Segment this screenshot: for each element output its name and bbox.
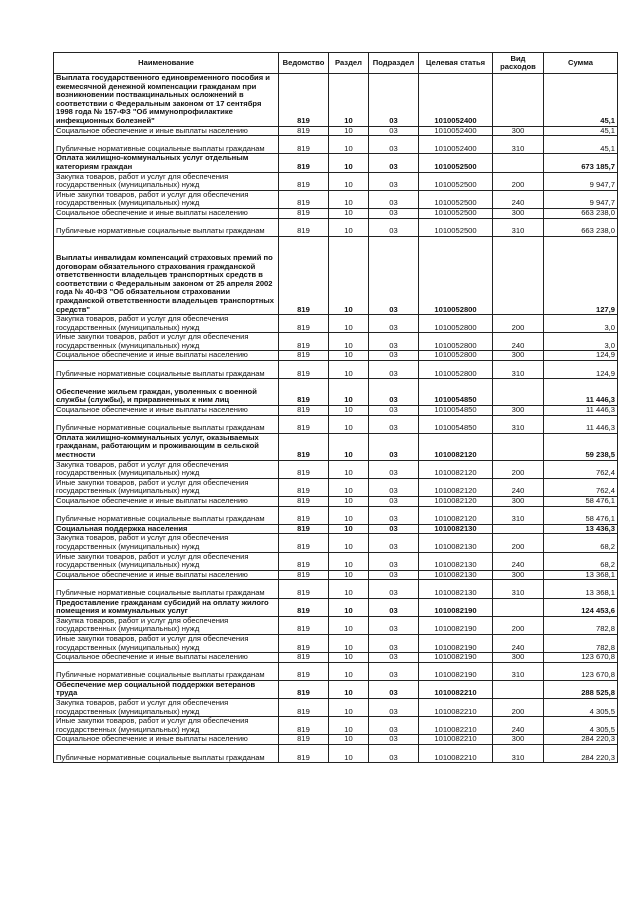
- table-cell-expense-type: 310: [493, 745, 544, 763]
- table-row: [54, 634, 618, 652]
- table-cell-department: 819: [279, 598, 329, 616]
- table-cell-expense-type: 300: [493, 126, 544, 136]
- table-cell-section: 10: [329, 634, 369, 652]
- table-cell-section: 10: [329, 172, 369, 190]
- table-cell-target-item: 1010082190: [419, 598, 493, 616]
- table-cell-section: 10: [329, 136, 369, 154]
- table-cell-department: 819: [279, 717, 329, 735]
- table-cell-subsection: 03: [369, 406, 419, 416]
- table-cell-name: Обеспечение мер социальной поддержки ветеранов труда: [54, 680, 279, 698]
- table-cell-expense-type: 240: [493, 634, 544, 652]
- table-cell-expense-type: [493, 433, 544, 460]
- table-cell-target-item: 1010052800: [419, 236, 493, 314]
- table-cell-amount: 127,9: [544, 236, 618, 314]
- table-cell-expense-type: [493, 379, 544, 406]
- table-cell-target-item: 1010052500: [419, 190, 493, 208]
- table-cell-subsection: 03: [369, 172, 419, 190]
- table-cell-subsection: 03: [369, 351, 419, 361]
- table-cell-name: Публичные нормативные социальные выплаты гражданам: [54, 218, 279, 236]
- table-cell-department: 819: [279, 172, 329, 190]
- table-cell-name: Иные закупки товаров, работ и услуг для обеспечения государственных (муниципальных) нужд: [54, 552, 279, 570]
- table-cell-subsection: 03: [369, 190, 419, 208]
- table-row: [54, 415, 618, 433]
- table-cell-target-item: 1010082190: [419, 653, 493, 663]
- table-cell-target-item: 1010082190: [419, 662, 493, 680]
- table-cell-section: 10: [329, 699, 369, 717]
- table-cell-target-item: 1010052800: [419, 361, 493, 379]
- table-cell-expense-type: [493, 154, 544, 172]
- table-cell-subsection: 03: [369, 570, 419, 580]
- table-cell-expense-type: 200: [493, 534, 544, 552]
- table-cell-amount: 45,1: [544, 74, 618, 127]
- table-cell-subsection: 03: [369, 680, 419, 698]
- table-cell-subsection: 03: [369, 616, 419, 634]
- table-row: [54, 406, 618, 416]
- table-cell-expense-type: 200: [493, 315, 544, 333]
- table-row: [54, 616, 618, 634]
- table-cell-name: Закупка товаров, работ и услуг для обеспечения государственных (муниципальных) нужд: [54, 315, 279, 333]
- table-cell-name: Обеспечение жильем граждан, уволенных с военной службы (службы), и приравненных к ним лиц: [54, 379, 279, 406]
- table-cell-expense-type: 310: [493, 218, 544, 236]
- table-cell-subsection: 03: [369, 433, 419, 460]
- table-cell-amount: 45,1: [544, 136, 618, 154]
- table-cell-name: Публичные нормативные социальные выплаты гражданам: [54, 580, 279, 598]
- table-row: [54, 172, 618, 190]
- table-cell-subsection: 03: [369, 218, 419, 236]
- table-cell-section: 10: [329, 433, 369, 460]
- table-cell-subsection: 03: [369, 524, 419, 534]
- table-cell-section: 10: [329, 351, 369, 361]
- table-cell-target-item: 1010054850: [419, 379, 493, 406]
- table-cell-expense-type: 300: [493, 208, 544, 218]
- table-cell-amount: 673 185,7: [544, 154, 618, 172]
- table-row: [54, 506, 618, 524]
- budget-table-page: [53, 52, 617, 763]
- table-cell-amount: 762,4: [544, 460, 618, 478]
- table-cell-name: Публичные нормативные социальные выплаты гражданам: [54, 745, 279, 763]
- table-cell-amount: 3,0: [544, 333, 618, 351]
- table-cell-name: Иные закупки товаров, работ и услуг для обеспечения государственных (муниципальных) нужд: [54, 190, 279, 208]
- table-header-row: [54, 53, 618, 74]
- table-cell-section: 10: [329, 208, 369, 218]
- table-cell-amount: 13 436,3: [544, 524, 618, 534]
- table-cell-amount: 124 453,6: [544, 598, 618, 616]
- table-cell-section: 10: [329, 315, 369, 333]
- table-cell-department: 819: [279, 580, 329, 598]
- table-cell-expense-type: 310: [493, 662, 544, 680]
- table-cell-name: Закупка товаров, работ и услуг для обеспечения государственных (муниципальных) нужд: [54, 534, 279, 552]
- table-cell-department: 819: [279, 315, 329, 333]
- table-cell-expense-type: 310: [493, 580, 544, 598]
- table-cell-subsection: 03: [369, 717, 419, 735]
- table-cell-target-item: 1010054850: [419, 406, 493, 416]
- table-row: [54, 699, 618, 717]
- table-cell-expense-type: 310: [493, 361, 544, 379]
- table-cell-department: 819: [279, 433, 329, 460]
- table-cell-expense-type: 310: [493, 506, 544, 524]
- table-cell-section: 10: [329, 580, 369, 598]
- table-cell-section: 10: [329, 478, 369, 496]
- table-cell-target-item: 1010052500: [419, 208, 493, 218]
- table-cell-target-item: 1010082120: [419, 478, 493, 496]
- table-cell-department: 819: [279, 208, 329, 218]
- header-expense-type: Вид расходов: [493, 53, 544, 74]
- table-cell-name: Публичные нормативные социальные выплаты гражданам: [54, 361, 279, 379]
- table-row: [54, 460, 618, 478]
- header-name: Наименование: [54, 53, 279, 74]
- table-row: [54, 218, 618, 236]
- table-row: [54, 351, 618, 361]
- table-cell-target-item: 1010082120: [419, 433, 493, 460]
- table-cell-expense-type: 240: [493, 478, 544, 496]
- header-amount: Сумма: [544, 53, 618, 74]
- table-cell-department: 819: [279, 218, 329, 236]
- table-cell-section: 10: [329, 680, 369, 698]
- table-cell-subsection: 03: [369, 208, 419, 218]
- table-cell-expense-type: 240: [493, 552, 544, 570]
- table-cell-subsection: 03: [369, 478, 419, 496]
- table-cell-expense-type: 300: [493, 351, 544, 361]
- table-row: [54, 662, 618, 680]
- table-cell-subsection: 03: [369, 653, 419, 663]
- table-row: [54, 433, 618, 460]
- table-cell-amount: 762,4: [544, 478, 618, 496]
- table-cell-amount: 11 446,3: [544, 415, 618, 433]
- table-cell-section: 10: [329, 570, 369, 580]
- table-cell-expense-type: [493, 236, 544, 314]
- table-cell-section: 10: [329, 460, 369, 478]
- table-cell-section: 10: [329, 361, 369, 379]
- table-cell-subsection: 03: [369, 126, 419, 136]
- table-row: [54, 497, 618, 507]
- table-cell-department: 819: [279, 460, 329, 478]
- table-cell-section: 10: [329, 74, 369, 127]
- table-cell-subsection: 03: [369, 361, 419, 379]
- table-cell-subsection: 03: [369, 333, 419, 351]
- table-cell-amount: 663 238,0: [544, 218, 618, 236]
- table-cell-name: Публичные нормативные социальные выплаты гражданам: [54, 662, 279, 680]
- table-cell-target-item: 1010052800: [419, 351, 493, 361]
- table-cell-department: 819: [279, 190, 329, 208]
- table-cell-subsection: 03: [369, 497, 419, 507]
- table-cell-department: 819: [279, 361, 329, 379]
- table-cell-department: 819: [279, 534, 329, 552]
- table-cell-section: 10: [329, 735, 369, 745]
- table-cell-section: 10: [329, 616, 369, 634]
- table-cell-department: 819: [279, 478, 329, 496]
- table-cell-expense-type: 300: [493, 406, 544, 416]
- table-cell-department: 819: [279, 524, 329, 534]
- table-cell-name: Иные закупки товаров, работ и услуг для обеспечения государственных (муниципальных) нужд: [54, 634, 279, 652]
- table-cell-target-item: 1010082210: [419, 745, 493, 763]
- table-cell-department: 819: [279, 634, 329, 652]
- table-row: [54, 154, 618, 172]
- table-cell-amount: 45,1: [544, 126, 618, 136]
- table-row: [54, 361, 618, 379]
- table-cell-subsection: 03: [369, 460, 419, 478]
- table-cell-name: Закупка товаров, работ и услуг для обеспечения государственных (муниципальных) нужд: [54, 460, 279, 478]
- table-cell-section: 10: [329, 236, 369, 314]
- table-cell-name: Выплаты инвалидам компенсаций страховых премий по договорам обязательного страхования гражданской ответственности владельцев транспортных средств в соответствии с Федеральным законом от 25 апреля 2002 года № 40-ФЗ "Об обязательном страховании гражданской ответственности владельцев транспортных средств": [54, 236, 279, 314]
- table-cell-amount: 58 476,1: [544, 506, 618, 524]
- table-cell-subsection: 03: [369, 662, 419, 680]
- table-cell-name: Иные закупки товаров, работ и услуг для обеспечения государственных (муниципальных) нужд: [54, 717, 279, 735]
- table-cell-section: 10: [329, 745, 369, 763]
- table-row: [54, 478, 618, 496]
- table-cell-name: Социальное обеспечение и иные выплаты населению: [54, 406, 279, 416]
- header-department: Ведомство: [279, 53, 329, 74]
- table-row: [54, 524, 618, 534]
- table-cell-target-item: 1010082210: [419, 735, 493, 745]
- table-cell-department: 819: [279, 735, 329, 745]
- table-cell-department: 819: [279, 351, 329, 361]
- table-cell-section: 10: [329, 126, 369, 136]
- table-cell-department: 819: [279, 699, 329, 717]
- table-cell-target-item: 1010052800: [419, 333, 493, 351]
- table-row: [54, 735, 618, 745]
- table-cell-name: Публичные нормативные социальные выплаты гражданам: [54, 136, 279, 154]
- header-section: Раздел: [329, 53, 369, 74]
- table-cell-department: 819: [279, 126, 329, 136]
- table-cell-subsection: 03: [369, 136, 419, 154]
- table-cell-expense-type: 310: [493, 136, 544, 154]
- table-cell-department: 819: [279, 680, 329, 698]
- table-row: [54, 598, 618, 616]
- table-cell-section: 10: [329, 524, 369, 534]
- table-cell-amount: 11 446,3: [544, 406, 618, 416]
- table-cell-amount: 782,8: [544, 634, 618, 652]
- table-cell-amount: 124,9: [544, 361, 618, 379]
- table-cell-target-item: 1010082120: [419, 506, 493, 524]
- table-row: [54, 74, 618, 127]
- table-cell-expense-type: 200: [493, 172, 544, 190]
- table-cell-name: Публичные нормативные социальные выплаты гражданам: [54, 506, 279, 524]
- table-cell-expense-type: 300: [493, 735, 544, 745]
- table-cell-name: Социальное обеспечение и иные выплаты населению: [54, 497, 279, 507]
- table-cell-name: Иные закупки товаров, работ и услуг для обеспечения государственных (муниципальных) нужд: [54, 478, 279, 496]
- table-cell-department: 819: [279, 497, 329, 507]
- table-cell-amount: 59 238,5: [544, 433, 618, 460]
- table-cell-amount: 4 305,5: [544, 717, 618, 735]
- table-cell-department: 819: [279, 616, 329, 634]
- table-cell-name: Социальное обеспечение и иные выплаты населению: [54, 126, 279, 136]
- table-cell-amount: 3,0: [544, 315, 618, 333]
- table-row: [54, 653, 618, 663]
- table-cell-target-item: 1010052500: [419, 218, 493, 236]
- table-cell-amount: 4 305,5: [544, 699, 618, 717]
- table-cell-amount: 123 670,8: [544, 662, 618, 680]
- table-cell-amount: 663 238,0: [544, 208, 618, 218]
- table-cell-department: 819: [279, 154, 329, 172]
- table-cell-subsection: 03: [369, 534, 419, 552]
- table-row: [54, 333, 618, 351]
- table-cell-section: 10: [329, 552, 369, 570]
- table-cell-department: 819: [279, 74, 329, 127]
- table-cell-target-item: 1010082190: [419, 634, 493, 652]
- table-cell-section: 10: [329, 653, 369, 663]
- table-cell-section: 10: [329, 218, 369, 236]
- table-cell-subsection: 03: [369, 154, 419, 172]
- table-cell-expense-type: 240: [493, 717, 544, 735]
- table-cell-expense-type: [493, 598, 544, 616]
- table-cell-target-item: 1010082130: [419, 524, 493, 534]
- table-cell-amount: 124,9: [544, 351, 618, 361]
- table-cell-subsection: 03: [369, 634, 419, 652]
- table-body: [54, 74, 618, 763]
- table-cell-section: 10: [329, 717, 369, 735]
- table-cell-department: 819: [279, 333, 329, 351]
- table-cell-subsection: 03: [369, 74, 419, 127]
- table-cell-expense-type: 200: [493, 699, 544, 717]
- table-cell-name: Публичные нормативные социальные выплаты гражданам: [54, 415, 279, 433]
- table-cell-target-item: 1010082130: [419, 552, 493, 570]
- table-cell-section: 10: [329, 333, 369, 351]
- table-cell-name: Социальная поддержка населения: [54, 524, 279, 534]
- table-cell-name: Закупка товаров, работ и услуг для обеспечения государственных (муниципальных) нужд: [54, 616, 279, 634]
- table-cell-target-item: 1010082190: [419, 616, 493, 634]
- table-cell-department: 819: [279, 415, 329, 433]
- table-cell-subsection: 03: [369, 315, 419, 333]
- table-cell-target-item: 1010082120: [419, 460, 493, 478]
- table-cell-name: Оплата жилищно-коммунальных услуг, оказываемых гражданам, работающим и проживающим в сельской местности: [54, 433, 279, 460]
- table-cell-amount: 782,8: [544, 616, 618, 634]
- table-cell-target-item: 1010052400: [419, 136, 493, 154]
- table-cell-expense-type: 240: [493, 190, 544, 208]
- table-cell-expense-type: [493, 524, 544, 534]
- table-cell-department: 819: [279, 236, 329, 314]
- table-cell-expense-type: 200: [493, 616, 544, 634]
- table-cell-amount: 123 670,8: [544, 653, 618, 663]
- table-cell-target-item: 1010082130: [419, 580, 493, 598]
- table-row: [54, 680, 618, 698]
- table-cell-amount: 284 220,3: [544, 735, 618, 745]
- table-cell-amount: 288 525,8: [544, 680, 618, 698]
- table-cell-target-item: 1010082130: [419, 570, 493, 580]
- table-cell-target-item: 1010082210: [419, 699, 493, 717]
- table-cell-subsection: 03: [369, 415, 419, 433]
- table-cell-amount: 13 368,1: [544, 580, 618, 598]
- table-cell-name: Социальное обеспечение и иные выплаты населению: [54, 735, 279, 745]
- table-cell-department: 819: [279, 745, 329, 763]
- table-cell-name: Социальное обеспечение и иные выплаты населению: [54, 351, 279, 361]
- table-cell-section: 10: [329, 497, 369, 507]
- table-cell-amount: 9 947,7: [544, 172, 618, 190]
- header-subsection: Подраздел: [369, 53, 419, 74]
- table-cell-target-item: 1010082120: [419, 497, 493, 507]
- table-cell-amount: 13 368,1: [544, 570, 618, 580]
- table-cell-target-item: 1010082210: [419, 680, 493, 698]
- table-cell-expense-type: 300: [493, 653, 544, 663]
- table-row: [54, 717, 618, 735]
- table-cell-amount: 68,2: [544, 552, 618, 570]
- table-cell-expense-type: 240: [493, 333, 544, 351]
- table-cell-name: Иные закупки товаров, работ и услуг для обеспечения государственных (муниципальных) нужд: [54, 333, 279, 351]
- table-cell-name: Закупка товаров, работ и услуг для обеспечения государственных (муниципальных) нужд: [54, 699, 279, 717]
- table-cell-section: 10: [329, 662, 369, 680]
- table-row: [54, 379, 618, 406]
- table-cell-subsection: 03: [369, 598, 419, 616]
- table-cell-department: 819: [279, 506, 329, 524]
- table-cell-section: 10: [329, 598, 369, 616]
- table-row: [54, 315, 618, 333]
- table-cell-subsection: 03: [369, 735, 419, 745]
- table-cell-expense-type: 310: [493, 415, 544, 433]
- table-cell-amount: 11 446,3: [544, 379, 618, 406]
- table-row: [54, 126, 618, 136]
- table-cell-expense-type: [493, 680, 544, 698]
- table-cell-subsection: 03: [369, 580, 419, 598]
- table-cell-name: Закупка товаров, работ и услуг для обеспечения государственных (муниципальных) нужд: [54, 172, 279, 190]
- table-cell-section: 10: [329, 379, 369, 406]
- table-cell-department: 819: [279, 662, 329, 680]
- table-row: [54, 745, 618, 763]
- table-row: [54, 552, 618, 570]
- table-cell-subsection: 03: [369, 236, 419, 314]
- table-cell-amount: 284 220,3: [544, 745, 618, 763]
- table-cell-target-item: 1010052400: [419, 126, 493, 136]
- table-cell-subsection: 03: [369, 699, 419, 717]
- table-cell-expense-type: [493, 74, 544, 127]
- table-cell-amount: 58 476,1: [544, 497, 618, 507]
- table-cell-department: 819: [279, 570, 329, 580]
- table-cell-section: 10: [329, 406, 369, 416]
- table-cell-name: Оплата жилищно-коммунальных услуг отдельным категориям граждан: [54, 154, 279, 172]
- table-cell-section: 10: [329, 534, 369, 552]
- table-cell-target-item: 1010082210: [419, 717, 493, 735]
- table-cell-subsection: 03: [369, 379, 419, 406]
- table-cell-department: 819: [279, 552, 329, 570]
- table-row: [54, 190, 618, 208]
- table-cell-amount: 9 947,7: [544, 190, 618, 208]
- header-target-item: Целевая статья: [419, 53, 493, 74]
- table-row: [54, 570, 618, 580]
- table-cell-subsection: 03: [369, 552, 419, 570]
- table-cell-name: Социальное обеспечение и иные выплаты населению: [54, 570, 279, 580]
- table-cell-department: 819: [279, 406, 329, 416]
- table-row: [54, 236, 618, 314]
- table-cell-target-item: 1010052400: [419, 74, 493, 127]
- table-cell-target-item: 1010082130: [419, 534, 493, 552]
- table-cell-expense-type: 300: [493, 497, 544, 507]
- table-cell-amount: 68,2: [544, 534, 618, 552]
- budget-table: [53, 52, 618, 763]
- table-cell-section: 10: [329, 415, 369, 433]
- table-cell-expense-type: 200: [493, 460, 544, 478]
- table-cell-department: 819: [279, 653, 329, 663]
- table-cell-target-item: 1010054850: [419, 415, 493, 433]
- table-cell-department: 819: [279, 379, 329, 406]
- table-cell-section: 10: [329, 154, 369, 172]
- table-row: [54, 534, 618, 552]
- table-cell-expense-type: 300: [493, 570, 544, 580]
- table-row: [54, 580, 618, 598]
- table-cell-subsection: 03: [369, 745, 419, 763]
- table-cell-section: 10: [329, 506, 369, 524]
- table-cell-subsection: 03: [369, 506, 419, 524]
- table-cell-name: Выплата государственного единовременного пособия и ежемесячной денежной компенсации гражданам при возникновении поствакцинальных осложнений в соответствии с Федеральным законом от 17 сентября 1998 года № 157-ФЗ "Об иммунопрофилактике инфекционных болезней": [54, 74, 279, 127]
- table-cell-name: Социальное обеспечение и иные выплаты населению: [54, 208, 279, 218]
- table-row: [54, 208, 618, 218]
- table-cell-target-item: 1010052500: [419, 154, 493, 172]
- table-cell-department: 819: [279, 136, 329, 154]
- table-cell-target-item: 1010052500: [419, 172, 493, 190]
- table-cell-name: Предоставление гражданам субсидий на оплату жилого помещения и коммунальных услуг: [54, 598, 279, 616]
- table-cell-name: Социальное обеспечение и иные выплаты населению: [54, 653, 279, 663]
- table-row: [54, 136, 618, 154]
- table-cell-section: 10: [329, 190, 369, 208]
- table-cell-target-item: 1010052800: [419, 315, 493, 333]
